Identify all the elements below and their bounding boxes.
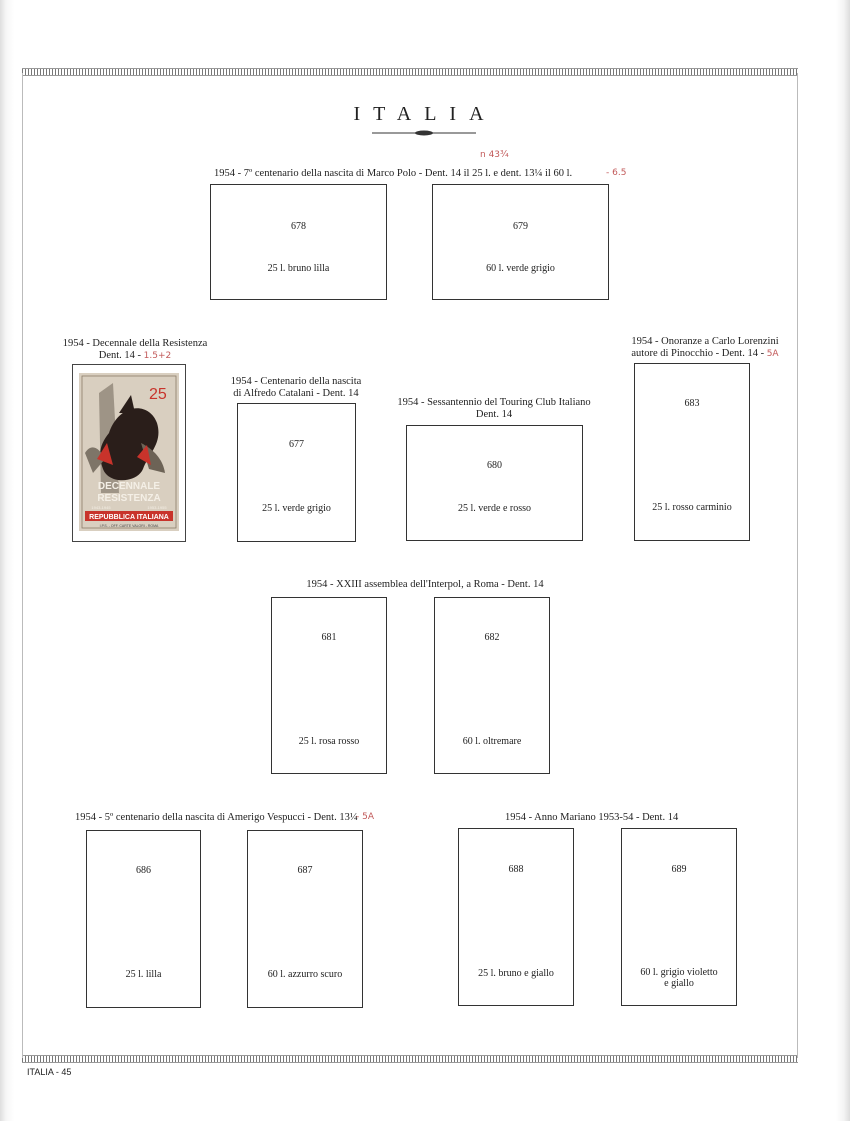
stamp-description: 60 l. oltremare [462, 736, 522, 747]
stamp-slot-681 [271, 597, 387, 774]
stamp-printer: I.P.S. - OFF. CARTE VALORI - ROMA [99, 524, 159, 528]
stamp-description: 25 l. rosa rosso [298, 736, 360, 747]
stamp-slot-687 [247, 830, 363, 1008]
set-caption-catalani [226, 376, 366, 400]
stamp-slot-689 [621, 828, 737, 1006]
catalog-number: 686 [136, 865, 151, 876]
stamp-value: 25 [149, 386, 167, 403]
stamp-slot-686 [86, 830, 201, 1008]
pencil-note-price: - 6.5 [606, 168, 627, 178]
right-frame-line [797, 73, 798, 1058]
catalog-number: 688 [508, 864, 524, 875]
stamp-description [622, 967, 736, 989]
catalog-number: 679 [513, 221, 528, 232]
bottom-border [22, 1055, 798, 1063]
stamp-description: 60 l. azzurro scuro [267, 969, 343, 980]
catalog-number: 683 [684, 398, 700, 409]
caption-line [55, 350, 215, 362]
stamp-description: 25 l. verde e rosso [457, 503, 532, 514]
caption-line: Dent. 14 [475, 409, 513, 420]
pencil-note: 1.5+2 [143, 351, 172, 361]
stamp-description: 60 l. verde grigio [486, 263, 555, 274]
set-caption-interpol: 1954 - XXIII assemblea dell'Interpol, a Roma - Dent. 14 [306, 579, 544, 590]
pencil-note-price: - 5A [356, 812, 374, 822]
top-border [22, 68, 798, 76]
page-title: ITALIA [353, 103, 497, 125]
stamp-description: 25 l. lilla [125, 969, 162, 980]
caption-line: 1954 - Onoranze a Carlo Lorenzini [631, 336, 779, 347]
description-line: e giallo [664, 978, 694, 989]
set-caption-touring [390, 397, 598, 421]
stamp-description: 25 l. rosso carminio [652, 502, 732, 513]
caption-line: 1954 - Sessantennio del Touring Club Italiano [397, 397, 591, 408]
catalog-number: 689 [671, 864, 687, 875]
set-caption-resistenza [55, 338, 215, 362]
catalog-number: 677 [289, 439, 304, 450]
stamp-country: REPUBBLICA ITALIANA [89, 514, 169, 521]
set-caption-lorenzini [612, 336, 798, 360]
stamp-description: 25 l. verde grigio [262, 503, 331, 514]
title-ornament [372, 130, 476, 136]
page-footer: ITALIA - 45 [27, 1067, 72, 1077]
description-line: 60 l. grigio violetto [640, 967, 718, 978]
catalog-number: 682 [484, 632, 500, 643]
stamp-image-resistenza [79, 373, 179, 531]
stamp-description: 25 l. bruno lilla [267, 263, 330, 274]
stamp-slot-677 [237, 403, 356, 542]
stamp-dates-right: 1953-1955 [147, 505, 167, 510]
catalog-number: 687 [297, 865, 313, 876]
caption-line: di Alfredo Catalani - Dent. 14 [233, 388, 359, 399]
set-caption-mariano: 1954 - Anno Mariano 1953-54 - Dent. 14 [505, 812, 679, 823]
stamp-mount-resistenza [72, 364, 186, 542]
stamp-slot-680 [406, 425, 583, 541]
catalog-number: 681 [321, 632, 337, 643]
stamp-text-line1: DECENNALE [97, 481, 161, 492]
catalog-number: 678 [291, 221, 306, 232]
set-caption-marco-polo: 1954 - 7º centenario della nascita di Marco Polo - Dent. 14 il 25 l. e dent. 13¼ il 60 l. [214, 168, 573, 179]
stamp-slot-682 [434, 597, 550, 774]
stamp-slot-688 [458, 828, 574, 1006]
left-frame-line [22, 73, 23, 1058]
pencil-note: 5A [766, 349, 779, 359]
stamp-text-line2: RESISTENZA [97, 493, 161, 504]
caption-line-2: autore di Pinocchio - Dent. 14 - [631, 348, 765, 359]
caption-line [612, 348, 798, 360]
caption-line-2: Dent. 14 - [98, 350, 142, 361]
stamp-slot-678 [210, 184, 387, 300]
stamp-description: 25 l. bruno e giallo [478, 968, 554, 979]
catalog-number: 680 [487, 460, 502, 471]
stamp-slot-683 [634, 363, 750, 541]
stamp-slot-679 [432, 184, 609, 300]
stamp-dates-left: 1943-1945 [91, 505, 111, 510]
pencil-note-catalog: n 43¾ [480, 150, 509, 160]
caption-line: 1954 - Centenario della nascita [230, 376, 362, 387]
caption-line: 1954 - Decennale della Resistenza [62, 338, 208, 349]
set-caption-vespucci: 1954 - 5º centenario della nascita di Amerigo Vespucci - Dent. 13¼ [75, 812, 358, 823]
